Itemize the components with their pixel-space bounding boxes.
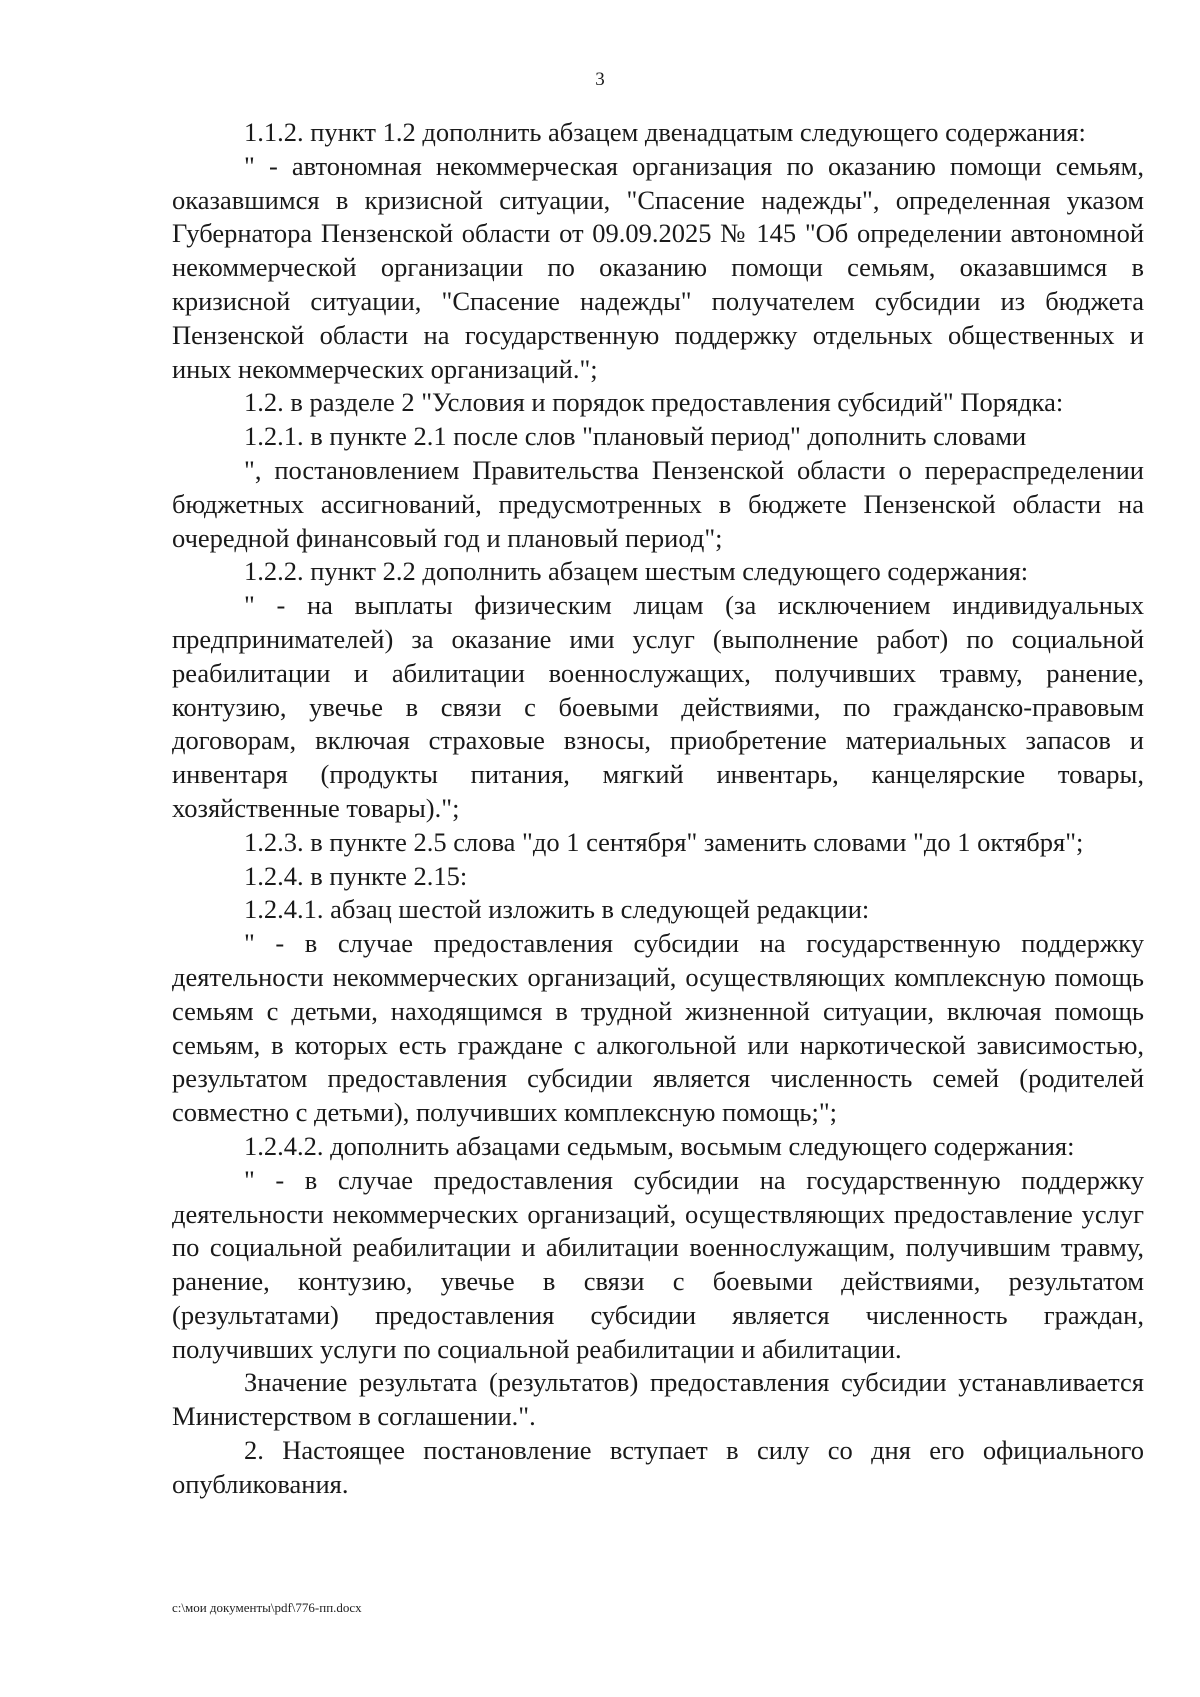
paragraph: 1.2.4. в пункте 2.15: [244,860,468,891]
paragraph: Значение результата (результатов) предоставления субсидии устанавливается Министерством в соглашении.". [172,1367,1144,1432]
document-body [172,116,1144,1502]
footer-file-path: c:\мои документы\pdf\776-пп.docx [172,1600,362,1615]
paragraph: 1.1.2. пункт 1.2 дополнить абзацем двенадцатым следующего содержания: [244,117,1086,147]
paragraph: 1.2. в разделе 2 "Условия и порядок предоставления субсидий" Порядка: [244,387,1064,418]
page-number: 3 [595,69,605,90]
paragraph: 1.2.1. в пункте 2.1 после слов "плановый период" дополнить словами [244,421,1027,452]
paragraph: " - в случае предоставления субсидии на государственную поддержку деятельности некоммерческих организаций, осуществляющих комплексную помощь семьям с детьми, находящимся в трудной жизненной ситуации, включая помощь семьям, в которых есть граждане с алкогольной или наркотической зависимостью, результатом предоставления субсидии является численность семей (родителей совместно с детьми), получивших комплексную помощь;"; [172,928,1144,1128]
paragraph: 1.2.3. в пункте 2.5 слова "до 1 сентября" заменить словами "до 1 октября"; [244,826,1084,857]
paragraph: " - автономная некоммерческая организация по оказанию помощи семьям, оказавшимся в кризисной ситуации, "Спасение надежды", определенная указом Губернатора Пензенской области от 09.09.2025 № 145 "Об определении автономной некоммерческой организации по оказанию помощи семьям, оказавшимся в кризисной ситуации, "Спасение надежды" получателем субсидии из бюджета Пензенской области на государственную поддержку отдельных общественных и иных некоммерческих организаций."; [172,150,1144,384]
paragraph: " - в случае предоставления субсидии на государственную поддержку деятельности некоммерческих организаций, осуществляющих предоставление услуг по социальной реабилитации и абилитации военнослужащим, получившим травму, ранение, контузию, увечье в связи с боевыми действиями, результатом (результатами) предоставления субсидии является численность граждан, получивших услуги по социальной реабилитации и абилитации. [172,1164,1144,1364]
paragraph: 1.2.2. пункт 2.2 дополнить абзацем шестым следующего содержания: [244,556,1029,587]
paragraph: ", постановлением Правительства Пензенской области о перераспределении бюджетных ассигнований, предусмотренных в бюджете Пензенской области на очередной финансовый год и плановый период"; [172,454,1144,553]
paragraph: 2. Настоящее постановление вступает в силу со дня его официального опубликования. [172,1435,1144,1499]
paragraph: " - на выплаты физическим лицам (за исключением индивидуальных предпринимателей) за оказание ими услуг (выполнение работ) по социальной реабилитации и абилитации военнослужащих, получивших травму, ранение, контузию, увечье в связи с боевыми действиями, по гражданско-правовым договорам, включая страховые взносы, приобретение материальных запасов и инвентаря (продукты питания, мягкий инвентарь, канцелярские товары, хозяйственные товары)."; [172,590,1144,823]
paragraph: 1.2.4.2. дополнить абзацами седьмым, восьмым следующего содержания: [244,1130,1075,1161]
paragraph: 1.2.4.1. абзац шестой изложить в следующей редакции: [244,894,870,925]
